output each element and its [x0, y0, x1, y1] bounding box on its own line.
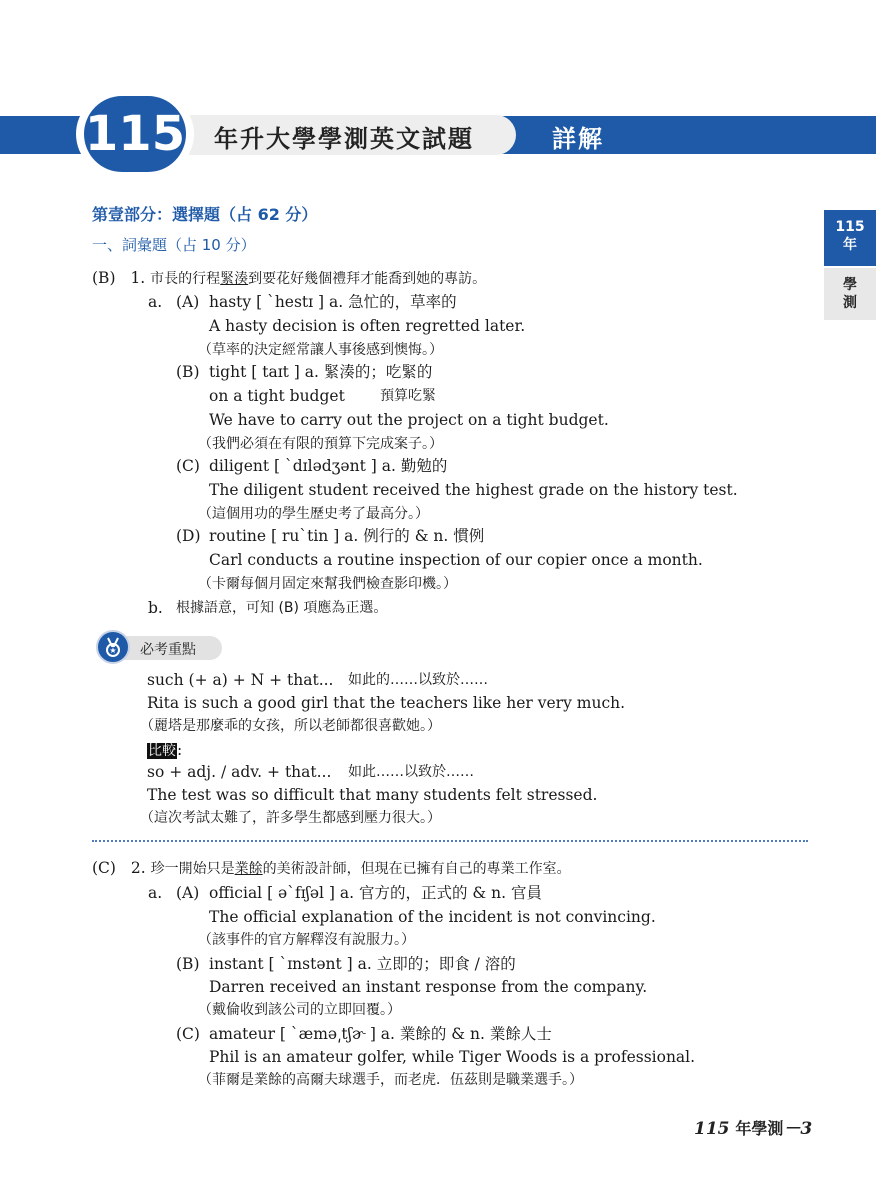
keypoint-example-1: Rita is such a good girl that the teachers like her very much.: [147, 694, 626, 712]
medal-icon: [96, 630, 130, 664]
q1-option-d-label: (D): [176, 527, 201, 545]
question-2-text-suffix: 的美術設計師，但現在已擁有自己的專業工作室。: [262, 861, 571, 877]
subsection-heading: 一、詞彙題（占 10 分）: [92, 236, 256, 254]
q1-option-b-label: (B): [176, 363, 200, 381]
q1-option-d-example: Carl conducts a routine inspection of our copier once a month.: [209, 551, 703, 569]
q2-option-c-head: amateur [ ˋæmə͵tʃɚ ] a. 業餘的 & n. 業餘人士: [209, 1025, 552, 1043]
q2-option-a-translation: （該事件的官方解釋沒有說服力。）: [198, 932, 415, 948]
svg-text:★: ★: [109, 646, 117, 655]
q2-option-b-translation: （戴倫收到該公司的立即回覆。）: [198, 1002, 401, 1018]
page-subtitle: 詳解: [552, 125, 604, 153]
q1-option-a-head: hasty [ ˋhestɪ ] a. 急忙的，草率的: [209, 293, 457, 311]
question-1-text-prefix: 市長的行程: [150, 271, 221, 287]
q1-option-a-label: (A): [176, 293, 200, 311]
q1-option-c-translation: （這個用功的學生歷史考了最高分。）: [198, 506, 429, 522]
keypoint-badge-label: 必考重點: [140, 642, 196, 658]
section-heading: 第壹部分：選擇題（占 62 分）: [92, 205, 318, 224]
question-1-underlined: 緊湊: [220, 271, 249, 287]
q1-option-d-head: routine [ ruˋtin ] a. 例行的 & n. 慣例: [209, 527, 485, 545]
keypoint-example-2: The test was so difficult that many students felt stressed.: [147, 786, 598, 804]
side-tab-exam-char2: 測: [843, 295, 857, 311]
keypoint-rule-1: such (+ a) + N + that...: [147, 671, 334, 689]
keypoint-example-1-translation: （麗塔是那麼乖的女孩，所以老師都很喜歡她。）: [140, 718, 441, 734]
side-tab-year-number: 115: [835, 219, 865, 235]
question-2-number: 2.: [130, 859, 146, 877]
keypoint-rule-2-translation: 如此……以致於……: [348, 764, 474, 780]
q2-option-b-example: Darren received an instant response from the company.: [209, 978, 648, 996]
page-footer: [694, 1114, 812, 1139]
q2-option-c-example: Phil is an amateur golfer, while Tiger Woods is a professional.: [209, 1048, 696, 1066]
q2-option-b-label: (B): [176, 955, 200, 973]
q1-option-b-phrase: on a tight budget: [209, 387, 345, 405]
question-1: [92, 268, 486, 289]
page-number: －3: [783, 1119, 813, 1139]
q2-option-c-label: (C): [176, 1025, 200, 1043]
q1-conclusion: 根據語意，可知 (B) 項應為正選。: [176, 600, 388, 616]
q2-a-label: a.: [148, 884, 163, 902]
q1-option-b-example: We have to carry out the project on a tight budget.: [209, 411, 609, 429]
side-tab: [824, 210, 876, 318]
q2-option-c-translation: （菲爾是業餘的高爾夫球選手，而老虎．伍茲則是職業選手。）: [198, 1072, 583, 1088]
page-title: 年升大學學測英文試題: [214, 125, 474, 153]
keypoint-example-2-translation: （這次考試太難了，許多學生都感到壓力很大。）: [140, 810, 441, 826]
year-badge: 115: [84, 96, 186, 172]
q1-option-c-label: (C): [176, 457, 200, 475]
question-1-number: 1.: [130, 269, 146, 287]
keypoint-rule-2: so + adj. / adv. + that...: [147, 763, 332, 781]
q1-option-c-head: diligent [ ˋdɪlədʒənt ] a. 勤勉的: [209, 457, 448, 475]
side-tab-exam: [824, 268, 876, 320]
q2-option-a-head: official [ əˋfɪʃəl ] a. 官方的，正式的 & n. 官員: [209, 884, 542, 902]
compare-label: 比較: [148, 743, 176, 759]
question-2-answer: (C): [92, 859, 116, 877]
q1-a-label: a.: [148, 293, 163, 311]
q1-option-b-translation: （我們必須在有限的預算下完成案子。）: [198, 436, 443, 452]
question-1-answer: (B): [92, 269, 116, 287]
keypoint-badge: [96, 630, 222, 664]
q2-option-a-example: The official explanation of the incident is not convincing.: [209, 908, 656, 926]
q1-b-label: b.: [148, 599, 163, 617]
question-2: [92, 858, 571, 879]
dotted-divider: [92, 840, 808, 842]
q1-option-d-translation: （卡爾每個月固定來幫我們檢查影印機。）: [198, 576, 457, 592]
q1-option-b-phrase-translation: 預算吃緊: [380, 388, 436, 404]
question-2-underlined: 業餘: [234, 861, 263, 877]
question-1-text-suffix: 到要花好幾個禮拜才能喬到她的專訪。: [248, 271, 487, 287]
q2-option-a-label: (A): [176, 884, 200, 902]
keypoint-rule-1-translation: 如此的……以致於……: [348, 672, 488, 688]
side-tab-year: [824, 210, 876, 266]
q1-option-a-translation: （草率的決定經常讓人事後感到懊悔。）: [198, 342, 443, 358]
side-tab-exam-char1: 學: [843, 277, 857, 293]
q1-option-c-example: The diligent student received the highest grade on the history test.: [209, 481, 738, 499]
question-2-text-prefix: 珍一開始只是: [150, 861, 235, 877]
footer-label: 年學測: [735, 1119, 784, 1138]
q2-option-b-head: instant [ ˋɪnstənt ] a. 立即的；即食 / 溶的: [209, 955, 516, 973]
footer-year: 115: [694, 1119, 730, 1139]
side-tab-year-label: 年: [843, 237, 857, 253]
compare-label-line: 比較:: [148, 741, 183, 759]
q1-option-b-head: tight [ taɪt ] a. 緊湊的；吃緊的: [209, 363, 433, 381]
q1-option-a-example: A hasty decision is often regretted later.: [209, 317, 526, 335]
